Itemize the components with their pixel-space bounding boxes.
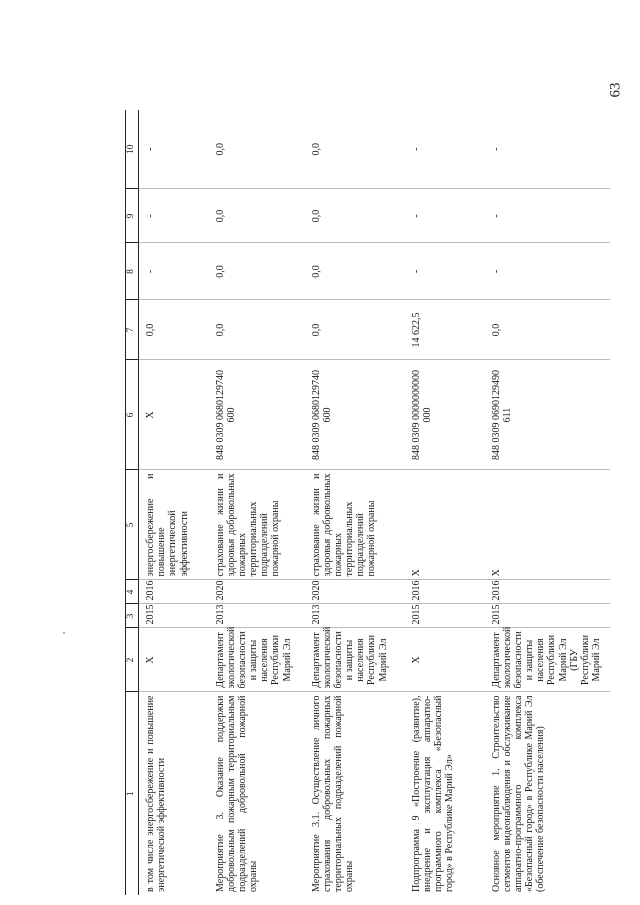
row-end-year: 2016 xyxy=(139,580,209,604)
row-value-8: - xyxy=(485,243,611,300)
row-result: X xyxy=(485,470,611,580)
row-value-9: - xyxy=(485,189,611,243)
row-value-9: 0,0 xyxy=(305,189,405,243)
row-executor: Департамент экологической безопасности и защиты населения Республики Марий Эл (ГБУ Республики Марий Эл xyxy=(485,628,611,692)
row-value-10: - xyxy=(139,110,209,189)
row-executor: X xyxy=(139,628,209,692)
col-header-6: 6 xyxy=(126,360,139,470)
row-name: Основное мероприятие 1. Строительство сегментов видеонаблюдения и обслуживание аппаратно-программного комплекса «Безопасный город» в Республике Марий Эл (обеспечение безопасности населения) xyxy=(490,695,547,892)
budget-table xyxy=(125,110,610,895)
row-name: Мероприятие 3.1. Осуществление личного страхования добровольных пожарных территориальных подразделений пожарной охраны xyxy=(310,695,356,892)
row-name: Мероприятие 3. Оказание поддержки добровольным пожарным территориальным подразделений добровольной пожарной охраны xyxy=(214,695,260,892)
col-header-8: 8 xyxy=(126,243,139,300)
row-value-8: - xyxy=(405,243,485,300)
row-start-year: 2013 xyxy=(305,604,405,628)
row-result: страхование жизни и здоровья добровольных пожарных территориальных подразделений пожарной охраны xyxy=(209,470,305,580)
row-end-year: 2020 xyxy=(305,580,405,604)
row-value-9: - xyxy=(405,189,485,243)
row-value-7: 0,0 xyxy=(209,300,305,360)
row-value-8: - xyxy=(139,243,209,300)
row-budget-code: 848 0309 0000000000 000 xyxy=(405,360,485,470)
col-header-7: 7 xyxy=(126,300,139,360)
table-row xyxy=(485,110,611,895)
row-value-7: 0,0 xyxy=(485,300,611,360)
row-budget-code: 848 0309 0680129740 600 xyxy=(305,360,405,470)
rotated-table-sheet xyxy=(125,110,603,895)
row-start-year: 2013 xyxy=(209,604,305,628)
header-row xyxy=(126,110,139,895)
row-start-year: 2015 xyxy=(139,604,209,628)
row-budget-code: X xyxy=(139,360,209,470)
row-executor: Департамент экологической безопасности и защиты населения Республики Марий Эл xyxy=(209,628,305,692)
row-value-10: - xyxy=(485,110,611,189)
col-header-9: 9 xyxy=(126,189,139,243)
table-row xyxy=(305,110,405,895)
row-start-year: 2015 xyxy=(485,604,611,628)
row-value-10: 0,0 xyxy=(305,110,405,189)
table-row xyxy=(209,110,305,895)
row-value-10: 0,0 xyxy=(209,110,305,189)
row-executor: Департамент экологической безопасности и защиты населения Республики Марий Эл xyxy=(305,628,405,692)
row-budget-code: 848 0309 0690129490 611 xyxy=(485,360,611,470)
row-value-8: 0,0 xyxy=(305,243,405,300)
col-header-3: 3 xyxy=(126,604,139,628)
page-number-text: 63 xyxy=(607,82,624,98)
col-header-4: 4 xyxy=(126,580,139,604)
col-header-1: 1 xyxy=(126,692,139,895)
row-result: X xyxy=(405,470,485,580)
row-end-year: 2016 xyxy=(405,580,485,604)
row-result: страхование жизни и здоровья добровольных пожарных территориальных подразделений пожарной охраны xyxy=(305,470,405,580)
row-end-year: 2016 xyxy=(485,580,611,604)
col-header-5: 5 xyxy=(126,470,139,580)
row-value-9: 0,0 xyxy=(209,189,305,243)
table-row xyxy=(405,110,485,895)
row-result: энергосбережение и повышение энергетической эффективности xyxy=(139,470,209,580)
row-value-7: 14 622,5 xyxy=(405,300,485,360)
row-value-10: - xyxy=(405,110,485,189)
table-row xyxy=(139,110,209,895)
row-start-year: 2015 xyxy=(405,604,485,628)
row-value-7: 0,0 xyxy=(139,300,209,360)
row-value-7: 0,0 xyxy=(305,300,405,360)
row-budget-code: 848 0309 0680129740 600 xyxy=(209,360,305,470)
row-executor: X xyxy=(405,628,485,692)
scan-speck xyxy=(63,632,65,634)
col-header-10: 10 xyxy=(126,110,139,189)
row-value-8: 0,0 xyxy=(209,243,305,300)
row-name: в том числе энергосбережение и повышение энергетической эффективности xyxy=(145,695,168,892)
row-name: Подпрограмма 9 «Построение (развитие), внедрение и эксплуатация аппаратно-программного комплекса «Безопасный город» в Республике Марий Эл» xyxy=(410,695,456,892)
row-end-year: 2020 xyxy=(209,580,305,604)
col-header-2: 2 xyxy=(126,628,139,692)
row-value-9: - xyxy=(139,189,209,243)
